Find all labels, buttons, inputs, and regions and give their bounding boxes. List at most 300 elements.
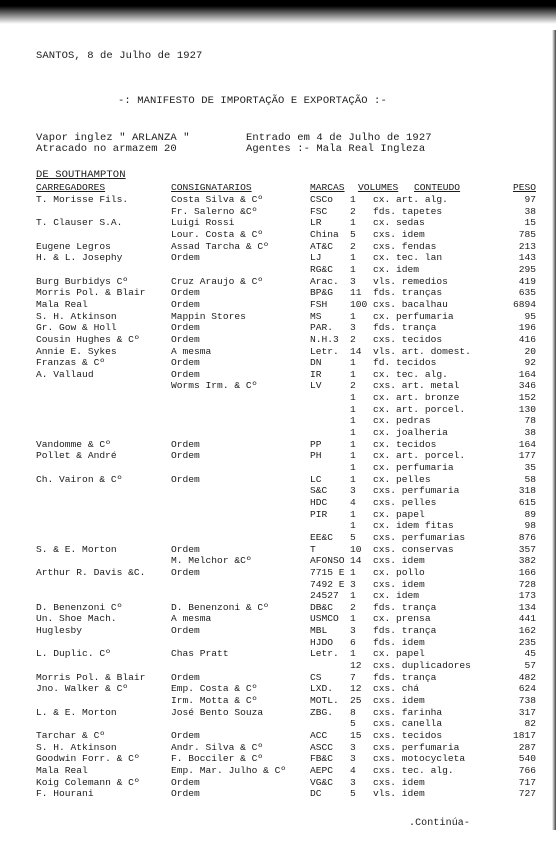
row-consignee: Cruz Araujo & Cº bbox=[171, 275, 264, 287]
row-mark: MS bbox=[310, 310, 322, 322]
row-mark: LR bbox=[310, 217, 322, 229]
row-volumes: 12 bbox=[350, 660, 362, 671]
row-mark: T bbox=[310, 543, 316, 555]
row-contents: fd. tecidos bbox=[373, 357, 437, 369]
row-mark: N.H.3 bbox=[310, 333, 339, 345]
row-shipper: A. Vallaud bbox=[36, 368, 94, 380]
row-weight: 357 bbox=[518, 543, 536, 555]
row-volumes: 3 bbox=[350, 485, 356, 497]
agents-line: Agentes :- Mala Real Ingleza bbox=[246, 143, 426, 155]
row-shipper: S. H. Atkinson bbox=[36, 310, 117, 322]
row-volumes: 3 bbox=[350, 322, 356, 334]
row-consignee: Worms Irm. & Cº bbox=[171, 380, 258, 392]
row-mark: DN bbox=[310, 357, 322, 369]
row-consignee: Chas Pratt bbox=[171, 648, 229, 660]
row-contents: cxs. bacalhau bbox=[373, 298, 448, 310]
row-consignee: Ordem bbox=[171, 298, 200, 310]
row-volumes: 1 bbox=[350, 263, 356, 275]
row-weight: 38 bbox=[524, 427, 536, 438]
row-weight: 6894 bbox=[512, 298, 536, 310]
row-weight: 287 bbox=[518, 741, 536, 753]
table-row bbox=[0, 555, 556, 567]
row-mark: ACC bbox=[310, 729, 328, 741]
table-row bbox=[0, 590, 556, 602]
row-weight: 235 bbox=[518, 636, 536, 648]
row-mark: EE&C bbox=[310, 531, 334, 543]
row-mark: AEPC bbox=[310, 764, 334, 776]
table-row bbox=[0, 415, 556, 427]
row-weight: 78 bbox=[524, 415, 536, 427]
row-mark: DC bbox=[310, 788, 322, 800]
row-consignee: Ordem bbox=[171, 287, 200, 299]
row-contents: cx. perfumaria bbox=[373, 310, 454, 322]
row-volumes: 1 bbox=[350, 520, 356, 532]
table-row bbox=[0, 567, 556, 579]
row-contents: cxs. idem bbox=[373, 776, 425, 788]
row-contents: cx. tecidos bbox=[373, 438, 437, 450]
row-volumes: 1 bbox=[350, 450, 356, 462]
row-volumes: 1 bbox=[350, 357, 356, 369]
document-title: -: MANIFESTO DE IMPORTAÇÃO E EXPORTAÇÃO :- bbox=[118, 95, 387, 107]
row-mark: PH bbox=[310, 450, 322, 462]
row-volumes: 25 bbox=[350, 695, 362, 706]
row-contents: fds. trança bbox=[373, 601, 437, 613]
row-consignee: Luigi Rossi bbox=[171, 217, 235, 229]
table-row bbox=[0, 695, 556, 707]
row-contents: cxs. canella bbox=[373, 718, 443, 730]
row-weight: 318 bbox=[518, 485, 536, 497]
row-shipper: Ch. Vairon & Cº bbox=[36, 473, 123, 485]
row-contents: cx. tec. lan bbox=[373, 252, 443, 264]
entry-date: Entrado em 4 de Julho de 1927 bbox=[246, 132, 432, 144]
row-consignee: F. Bocciler & Cº bbox=[171, 753, 264, 765]
row-shipper: T. Morisse Fils. bbox=[36, 194, 129, 205]
row-consignee: A mesma bbox=[171, 613, 212, 625]
row-shipper: Un. Shoe Mach. bbox=[36, 613, 117, 625]
row-mark: China bbox=[310, 228, 339, 240]
table-row bbox=[0, 672, 556, 684]
row-mark: LC bbox=[310, 473, 322, 485]
row-consignee: Emp. Mar. Julho & Cº bbox=[171, 764, 287, 776]
table-row bbox=[0, 252, 556, 264]
row-weight: 97 bbox=[524, 194, 536, 205]
row-mark: BP&G bbox=[310, 287, 334, 299]
row-mark: 7492 E bbox=[310, 578, 345, 590]
row-mark: MBL bbox=[310, 625, 328, 636]
table-row bbox=[0, 194, 556, 206]
row-mark: Letr. bbox=[310, 648, 339, 660]
row-volumes: 1 bbox=[350, 508, 356, 520]
row-weight: 92 bbox=[524, 357, 536, 369]
row-volumes: 1 bbox=[350, 310, 356, 322]
row-contents: cxs. perfumaria bbox=[373, 485, 460, 497]
row-volumes: 1 bbox=[350, 590, 356, 602]
row-mark: 7715 E bbox=[310, 566, 345, 578]
row-mark: S&C bbox=[310, 485, 328, 497]
table-row bbox=[0, 742, 556, 754]
row-weight: 15 bbox=[524, 217, 536, 229]
table-row bbox=[0, 450, 556, 462]
row-volumes: 11 bbox=[350, 287, 362, 299]
row-consignee: Costa Silva & Cº bbox=[171, 194, 264, 205]
table-row bbox=[0, 334, 556, 346]
row-consignee: Andr. Silva & Cº bbox=[171, 741, 264, 753]
row-volumes: 1 bbox=[350, 415, 356, 427]
row-weight: 441 bbox=[518, 613, 536, 625]
table-row bbox=[0, 264, 556, 276]
row-consignee: Assad Tarcha & Cº bbox=[171, 240, 269, 252]
row-contents: vls. remedios bbox=[373, 275, 448, 287]
row-weight: 130 bbox=[518, 403, 536, 415]
table-row bbox=[0, 369, 556, 381]
table-row bbox=[0, 322, 556, 334]
row-mark: Letr. bbox=[310, 345, 339, 357]
origin-port: DE SOUTHAMPTON bbox=[36, 169, 126, 181]
row-shipper: Jno. Walker & Cº bbox=[36, 683, 129, 695]
row-mark: USMCO bbox=[310, 613, 339, 625]
row-weight: 540 bbox=[518, 753, 536, 765]
row-volumes: 3 bbox=[350, 753, 356, 765]
table-row bbox=[0, 602, 556, 614]
row-volumes: 5 bbox=[350, 228, 356, 240]
row-consignee: A mesma bbox=[171, 345, 212, 357]
row-volumes: 1 bbox=[350, 461, 356, 473]
row-contents: cx. sedas bbox=[373, 217, 425, 229]
dateline: SANTOS, 8 de Julho de 1927 bbox=[36, 50, 203, 62]
row-consignee: Ordem bbox=[171, 438, 200, 450]
scan-top-edge bbox=[0, 0, 556, 26]
row-contents: cxs. tecidos bbox=[373, 729, 443, 741]
table-row bbox=[0, 683, 556, 695]
row-consignee: Emp. Costa & Cº bbox=[171, 683, 258, 695]
row-weight: 134 bbox=[518, 601, 536, 613]
row-volumes: 3 bbox=[350, 776, 356, 788]
row-mark: LV bbox=[310, 380, 322, 392]
row-consignee: M. Melchor &Cº bbox=[171, 555, 252, 567]
row-weight: 624 bbox=[518, 683, 536, 695]
row-mark: CS bbox=[310, 671, 322, 683]
row-mark: DB&C bbox=[310, 601, 334, 613]
row-weight: 738 bbox=[518, 695, 536, 706]
row-shipper: Goodwin Forr. & Cº bbox=[36, 753, 140, 765]
row-mark: FSC bbox=[310, 205, 328, 217]
col-shipper-header: CARREGADORES bbox=[36, 182, 106, 193]
row-contents: cx. art. alg. bbox=[373, 194, 448, 205]
row-contents: cxs. idem bbox=[373, 555, 425, 567]
row-contents: cx. pollo bbox=[373, 566, 425, 578]
row-contents: cxs. perfumarias bbox=[373, 531, 466, 543]
row-shipper: H. & L. Josephy bbox=[36, 252, 123, 264]
row-contents: fds. trança bbox=[373, 625, 437, 636]
row-consignee: Ordem bbox=[171, 252, 200, 264]
row-contents: vls. idem bbox=[373, 788, 425, 800]
row-contents: cxs. idem bbox=[373, 228, 425, 240]
row-weight: 317 bbox=[518, 706, 536, 718]
row-contents: cx. idem fitas bbox=[373, 520, 454, 532]
table-row bbox=[0, 579, 556, 591]
row-consignee: Ordem bbox=[171, 729, 200, 741]
row-weight: 164 bbox=[518, 438, 536, 450]
row-mark: HDC bbox=[310, 496, 328, 508]
table-row bbox=[0, 229, 556, 241]
row-contents: cxs. duplicadores bbox=[373, 660, 471, 671]
row-mark: MOTL. bbox=[310, 695, 339, 706]
row-consignee: Fr. Salerno &Cº bbox=[171, 205, 258, 217]
row-consignee: Ordem bbox=[171, 776, 200, 788]
row-volumes: 1 bbox=[350, 566, 356, 578]
table-row bbox=[0, 474, 556, 486]
row-contents: cxs. tecidos bbox=[373, 333, 443, 345]
row-contents: cx. art. porcel. bbox=[373, 403, 466, 415]
row-contents: cxs. art. metal bbox=[373, 380, 460, 392]
row-weight: 57 bbox=[524, 660, 536, 671]
row-mark: VG&C bbox=[310, 776, 334, 788]
row-weight: 152 bbox=[518, 392, 536, 404]
row-volumes: 12 bbox=[350, 683, 362, 695]
row-weight: 615 bbox=[518, 496, 536, 508]
row-contents: cxs. pelles bbox=[373, 496, 437, 508]
row-mark: ASCC bbox=[310, 741, 334, 753]
row-volumes: 2 bbox=[350, 601, 356, 613]
row-weight: 58 bbox=[524, 473, 536, 485]
row-volumes: 3 bbox=[350, 275, 356, 287]
table-row bbox=[0, 276, 556, 288]
row-weight: 635 bbox=[518, 287, 536, 299]
row-contents: fds. tapetes bbox=[373, 205, 443, 217]
table-row bbox=[0, 509, 556, 521]
row-contents: cxs. tec. alg. bbox=[373, 764, 454, 776]
row-contents: vls. art. domest. bbox=[373, 345, 471, 357]
row-volumes: 7 bbox=[350, 671, 356, 683]
row-weight: 98 bbox=[524, 520, 536, 532]
row-weight: 1817 bbox=[512, 729, 536, 741]
row-weight: 35 bbox=[524, 461, 536, 473]
row-consignee: Ordem bbox=[171, 543, 200, 555]
row-consignee: Ordem bbox=[171, 322, 200, 334]
row-volumes: 4 bbox=[350, 764, 356, 776]
row-shipper: Koig Colemann & Cº bbox=[36, 776, 140, 788]
row-shipper: Eugene Legros bbox=[36, 240, 111, 252]
row-consignee: Ordem bbox=[171, 788, 200, 800]
row-volumes: 1 bbox=[350, 392, 356, 404]
col-volumes-header: VOLUMES bbox=[358, 182, 399, 193]
table-row bbox=[0, 287, 556, 299]
table-row bbox=[0, 707, 556, 719]
row-mark: HJDO bbox=[310, 636, 334, 648]
row-contents: fds. tranças bbox=[373, 287, 443, 299]
row-consignee: D. Benenzoni & Cº bbox=[171, 601, 269, 613]
table-row bbox=[0, 788, 556, 800]
row-mark: RG&C bbox=[310, 263, 334, 275]
row-shipper: Cousin Hughes & Cº bbox=[36, 333, 140, 345]
row-volumes: 100 bbox=[350, 298, 368, 310]
row-contents: cx. prensa bbox=[373, 613, 431, 625]
table-row bbox=[0, 404, 556, 416]
row-contents: fds. idem bbox=[373, 636, 425, 648]
table-row bbox=[0, 718, 556, 730]
row-weight: 166 bbox=[518, 566, 536, 578]
col-contents-header: CONTEUDO bbox=[414, 182, 461, 193]
row-consignee: Ordem bbox=[171, 671, 200, 683]
row-consignee: Ordem bbox=[171, 333, 200, 345]
row-weight: 162 bbox=[518, 625, 536, 636]
row-mark: AFONSO bbox=[310, 555, 345, 567]
table-row bbox=[0, 427, 556, 439]
table-row bbox=[0, 637, 556, 649]
continued-note: .Continúa- bbox=[408, 818, 470, 829]
row-shipper: Mala Real bbox=[36, 298, 88, 310]
col-mark-header: MARCAS bbox=[310, 182, 345, 193]
row-volumes: 2 bbox=[350, 380, 356, 392]
table-row bbox=[0, 625, 556, 637]
row-weight: 346 bbox=[518, 380, 536, 392]
table-row bbox=[0, 753, 556, 765]
row-shipper: Pollet & André bbox=[36, 450, 117, 462]
row-contents: cx. art. bronze bbox=[373, 392, 460, 404]
row-volumes: 5 bbox=[350, 718, 356, 730]
row-shipper: F. Hourani bbox=[36, 788, 94, 800]
row-weight: 95 bbox=[524, 310, 536, 322]
row-volumes: 3 bbox=[350, 578, 356, 590]
row-mark: LXD. bbox=[310, 683, 334, 695]
row-shipper: Annie E. Sykes bbox=[36, 345, 117, 357]
row-weight: 213 bbox=[518, 240, 536, 252]
row-volumes: 2 bbox=[350, 240, 356, 252]
row-weight: 766 bbox=[518, 764, 536, 776]
table-row bbox=[0, 217, 556, 229]
row-contents: cx. art. porcel. bbox=[373, 450, 466, 462]
row-weight: 45 bbox=[524, 648, 536, 660]
row-volumes: 3 bbox=[350, 625, 356, 636]
row-consignee: José Bento Souza bbox=[171, 706, 264, 718]
table-row bbox=[0, 648, 556, 660]
table-row bbox=[0, 357, 556, 369]
row-shipper: D. Benenzoni Cº bbox=[36, 601, 123, 613]
row-contents: cxs. conservas bbox=[373, 543, 454, 555]
row-weight: 143 bbox=[518, 252, 536, 264]
row-contents: fds. trança bbox=[373, 322, 437, 334]
row-volumes: 5 bbox=[350, 788, 356, 800]
row-contents: cx. pedras bbox=[373, 415, 431, 427]
table-row bbox=[0, 765, 556, 777]
row-weight: 196 bbox=[518, 322, 536, 334]
row-weight: 728 bbox=[518, 578, 536, 590]
row-weight: 295 bbox=[518, 263, 536, 275]
row-weight: 717 bbox=[518, 776, 536, 788]
row-consignee: Ordem bbox=[171, 625, 200, 636]
table-row bbox=[0, 380, 556, 392]
row-weight: 785 bbox=[518, 228, 536, 240]
row-shipper: Vandomme & Cº bbox=[36, 438, 111, 450]
row-volumes: 1 bbox=[350, 613, 356, 625]
row-volumes: 2 bbox=[350, 205, 356, 217]
table-row bbox=[0, 241, 556, 253]
row-shipper: L. & E. Morton bbox=[36, 706, 117, 718]
row-shipper: S. H. Atkinson bbox=[36, 741, 117, 753]
row-shipper: Tarchar & Cº bbox=[36, 729, 106, 741]
row-contents: fds. trança bbox=[373, 671, 437, 683]
row-volumes: 1 bbox=[350, 217, 356, 229]
row-contents: cx. papel bbox=[373, 648, 425, 660]
row-mark: PP bbox=[310, 438, 322, 450]
table-row bbox=[0, 462, 556, 474]
row-shipper: L. Duplic. Cº bbox=[36, 648, 111, 660]
dock-line: Atracado no armazem 20 bbox=[36, 143, 177, 155]
row-mark: FB&C bbox=[310, 753, 334, 765]
row-volumes: 1 bbox=[350, 438, 356, 450]
row-shipper: T. Clauser S.A. bbox=[36, 217, 123, 229]
row-shipper: S. & E. Morton bbox=[36, 543, 117, 555]
row-contents: cxs. idem bbox=[373, 578, 425, 590]
table-row bbox=[0, 520, 556, 532]
row-volumes: 1 bbox=[350, 252, 356, 264]
row-shipper: Huglesby bbox=[36, 625, 83, 636]
row-volumes: 6 bbox=[350, 636, 356, 648]
table-row bbox=[0, 311, 556, 323]
row-shipper: Burg Burbidys Cº bbox=[36, 275, 129, 287]
row-contents: cxs. chá bbox=[373, 683, 420, 695]
column-header-row bbox=[0, 182, 556, 194]
row-consignee: Ordem bbox=[171, 357, 200, 369]
row-volumes: 1 bbox=[350, 403, 356, 415]
row-mark: PIR bbox=[310, 508, 328, 520]
row-shipper: Franzas & Cº bbox=[36, 357, 106, 369]
row-volumes: 1 bbox=[350, 427, 356, 438]
row-shipper: Morris Pol. & Blair bbox=[36, 671, 146, 683]
row-contents: cx. idem bbox=[373, 590, 420, 602]
row-contents: cx. idem bbox=[373, 263, 420, 275]
row-mark: AT&C bbox=[310, 240, 334, 252]
row-weight: 164 bbox=[518, 368, 536, 380]
row-weight: 20 bbox=[524, 345, 536, 357]
row-weight: 482 bbox=[518, 671, 536, 683]
row-mark: 24527 bbox=[310, 590, 339, 602]
row-contents: cxs. idem bbox=[373, 695, 425, 706]
table-row bbox=[0, 660, 556, 672]
row-volumes: 1 bbox=[350, 648, 356, 660]
row-weight: 382 bbox=[518, 555, 536, 567]
row-contents: cx. tec. alg. bbox=[373, 368, 448, 380]
row-contents: cxs. perfumaria bbox=[373, 741, 460, 753]
row-consignee: Ordem bbox=[171, 566, 200, 578]
row-contents: cxs. fendas bbox=[373, 240, 437, 252]
row-weight: 38 bbox=[524, 205, 536, 217]
row-consignee: Irm. Motta & Cº bbox=[171, 695, 258, 706]
col-weight-header: PESO bbox=[512, 182, 536, 193]
row-consignee: Mappin Stores bbox=[171, 310, 246, 322]
row-contents: cx. pelles bbox=[373, 473, 431, 485]
row-consignee: Ordem bbox=[171, 450, 200, 462]
table-row bbox=[0, 613, 556, 625]
row-volumes: 8 bbox=[350, 706, 356, 718]
table-row bbox=[0, 206, 556, 218]
row-weight: 82 bbox=[524, 718, 536, 730]
row-consignee: Lour. Costa & Cº bbox=[171, 228, 264, 240]
table-row bbox=[0, 485, 556, 497]
row-volumes: 4 bbox=[350, 496, 356, 508]
row-volumes: 14 bbox=[350, 345, 362, 357]
row-mark: PAR. bbox=[310, 322, 334, 334]
table-row bbox=[0, 346, 556, 358]
row-shipper: Morris Pol. & Blair bbox=[36, 287, 146, 299]
table-row bbox=[0, 439, 556, 451]
row-consignee: Ordem bbox=[171, 473, 200, 485]
row-contents: cxs. farinha bbox=[373, 706, 443, 718]
table-row bbox=[0, 532, 556, 544]
row-volumes: 5 bbox=[350, 531, 356, 543]
row-volumes: 15 bbox=[350, 729, 362, 741]
row-mark: FSH bbox=[310, 298, 328, 310]
